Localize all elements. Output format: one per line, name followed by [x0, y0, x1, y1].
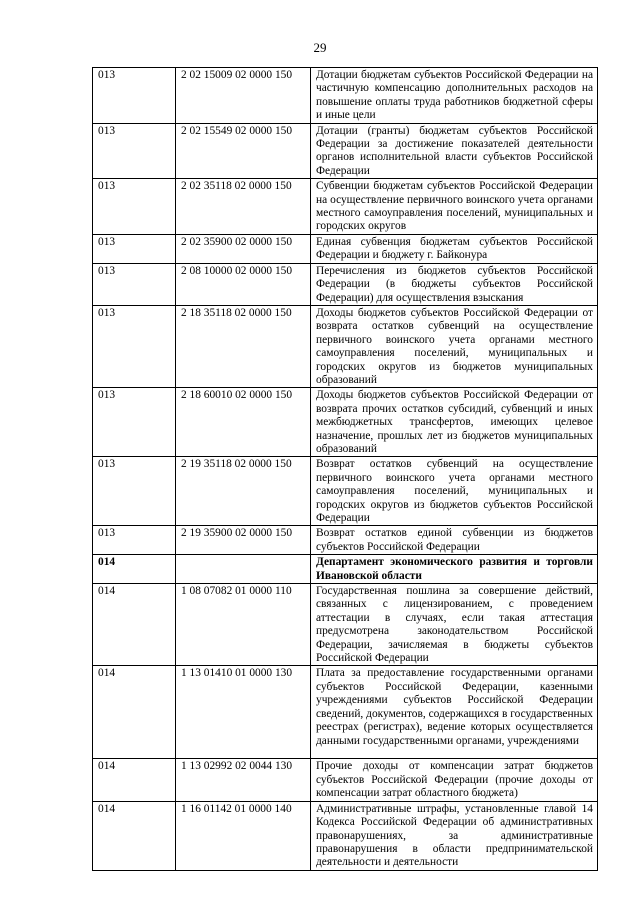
revenue-name-cell: Возврат остатков единой субвенции из бюджетов субъектов Российской Федерации: [311, 526, 598, 555]
budget-revenue-table: [92, 67, 598, 871]
admin-code-cell: 013: [93, 305, 176, 387]
table-row: [93, 584, 598, 666]
revenue-name-cell: Доходы бюджетов субъектов Российской Федерации от возврата прочих остатков субсидий, субвенций и иных межбюджетных трансфертов, имеющих целевое назначение, прошлых лет из бюджетов муниципальных образований: [311, 388, 598, 457]
revenue-code-cell: 2 19 35900 02 0000 150: [176, 526, 311, 555]
table-row: [93, 388, 598, 457]
admin-code-cell: 013: [93, 234, 176, 263]
revenue-name-cell: Дотации бюджетам субъектов Российской Федерации на частичную компенсацию дополнительных расходов на повышение оплаты труда работников бюджетной сферы и иные цели: [311, 68, 598, 124]
revenue-code-cell: 2 18 35118 02 0000 150: [176, 305, 311, 387]
revenue-code-cell: 1 16 01142 01 0000 140: [176, 801, 311, 870]
admin-code-cell: 014: [93, 801, 176, 870]
table-row: [93, 305, 598, 387]
revenue-code-cell: 1 08 07082 01 0000 110: [176, 584, 311, 666]
revenue-code-cell: 2 08 10000 02 0000 150: [176, 263, 311, 305]
admin-code-cell: 014: [93, 555, 176, 584]
revenue-code-cell: 2 02 15549 02 0000 150: [176, 123, 311, 179]
admin-code-cell: 014: [93, 759, 176, 801]
revenue-code-cell: 2 02 35118 02 0000 150: [176, 179, 311, 235]
admin-code-cell: 013: [93, 526, 176, 555]
table-row: [93, 68, 598, 124]
table-row: [93, 801, 598, 870]
table-row: [93, 123, 598, 179]
revenue-code-cell: 2 19 35118 02 0000 150: [176, 457, 311, 526]
revenue-name-cell: Прочие доходы от компенсации затрат бюджетов субъектов Российской Федерации (прочие доходы от компенсации затрат областного бюджета): [311, 759, 598, 801]
admin-code-cell: 013: [93, 123, 176, 179]
table-row: [93, 457, 598, 526]
revenue-name-cell: Возврат остатков субвенций на осуществление первичного воинского учета органами местного самоуправления поселений, муниципальных и городских округов из бюджетов субъектов Российской Федерации: [311, 457, 598, 526]
revenue-name-cell: Дотации (гранты) бюджетам субъектов Российской Федерации за достижение показателей деятельности органов исполнительной власти субъектов Российской Федерации: [311, 123, 598, 179]
table-row: [93, 234, 598, 263]
revenue-code-cell: [176, 555, 311, 584]
table-row: [93, 759, 598, 801]
revenue-code-cell: 2 02 35900 02 0000 150: [176, 234, 311, 263]
table-row: [93, 179, 598, 235]
revenue-name-cell: Доходы бюджетов субъектов Российской Федерации от возврата остатков субвенций на осуществление первичного воинского учета органами местного самоуправления поселений, муниципальных и городских округов из бюджетов муниципальных образований: [311, 305, 598, 387]
revenue-name-cell: Плата за предоставление государственными органами субъектов Российской Федерации, казенными учреждениями субъектов Российской Федерации сведений, документов, содержащихся в государственных реестрах (регистрах), ведение которых осуществляется данными государственными органами, учреждениями: [311, 666, 598, 759]
revenue-code-cell: 1 13 01410 01 0000 130: [176, 666, 311, 759]
revenue-name-cell: Перечисления из бюджетов субъектов Российской Федерации (в бюджеты субъектов Российской Федерации) для осуществления взыскания: [311, 263, 598, 305]
table-row: [93, 263, 598, 305]
revenue-name-cell: Административные штрафы, установленные главой 14 Кодекса Российской Федерации об административных правонарушениях, за административные правонарушения в области предпринимательской деятельности и деятельности: [311, 801, 598, 870]
table-row: [93, 666, 598, 759]
department-row: [93, 555, 598, 584]
admin-code-cell: 014: [93, 584, 176, 666]
revenue-name-cell: Единая субвенция бюджетам субъектов Российской Федерации и бюджету г. Байконура: [311, 234, 598, 263]
admin-code-cell: 013: [93, 263, 176, 305]
admin-code-cell: 014: [93, 666, 176, 759]
admin-code-cell: 013: [93, 68, 176, 124]
admin-code-cell: 013: [93, 388, 176, 457]
page-number: 29: [313, 40, 327, 55]
table-body: [93, 68, 598, 871]
table-row: [93, 526, 598, 555]
revenue-code-cell: 2 18 60010 02 0000 150: [176, 388, 311, 457]
revenue-code-cell: 1 13 02992 02 0044 130: [176, 759, 311, 801]
revenue-name-cell: Департамент экономического развития и торговли Ивановской области: [311, 555, 598, 584]
admin-code-cell: 013: [93, 457, 176, 526]
revenue-code-cell: 2 02 15009 02 0000 150: [176, 68, 311, 124]
revenue-name-cell: Субвенции бюджетам субъектов Российской Федерации на осуществление первичного воинского учета органами местного самоуправления поселений, муниципальных и городских округов: [311, 179, 598, 235]
admin-code-cell: 013: [93, 179, 176, 235]
revenue-name-cell: Государственная пошлина за совершение действий, связанных с лицензированием, с проведением аттестации в случаях, если такая аттестация предусмотрена законодательством Российской Федерации, зачисляемая в бюджеты субъектов Российской Федерации: [311, 584, 598, 666]
